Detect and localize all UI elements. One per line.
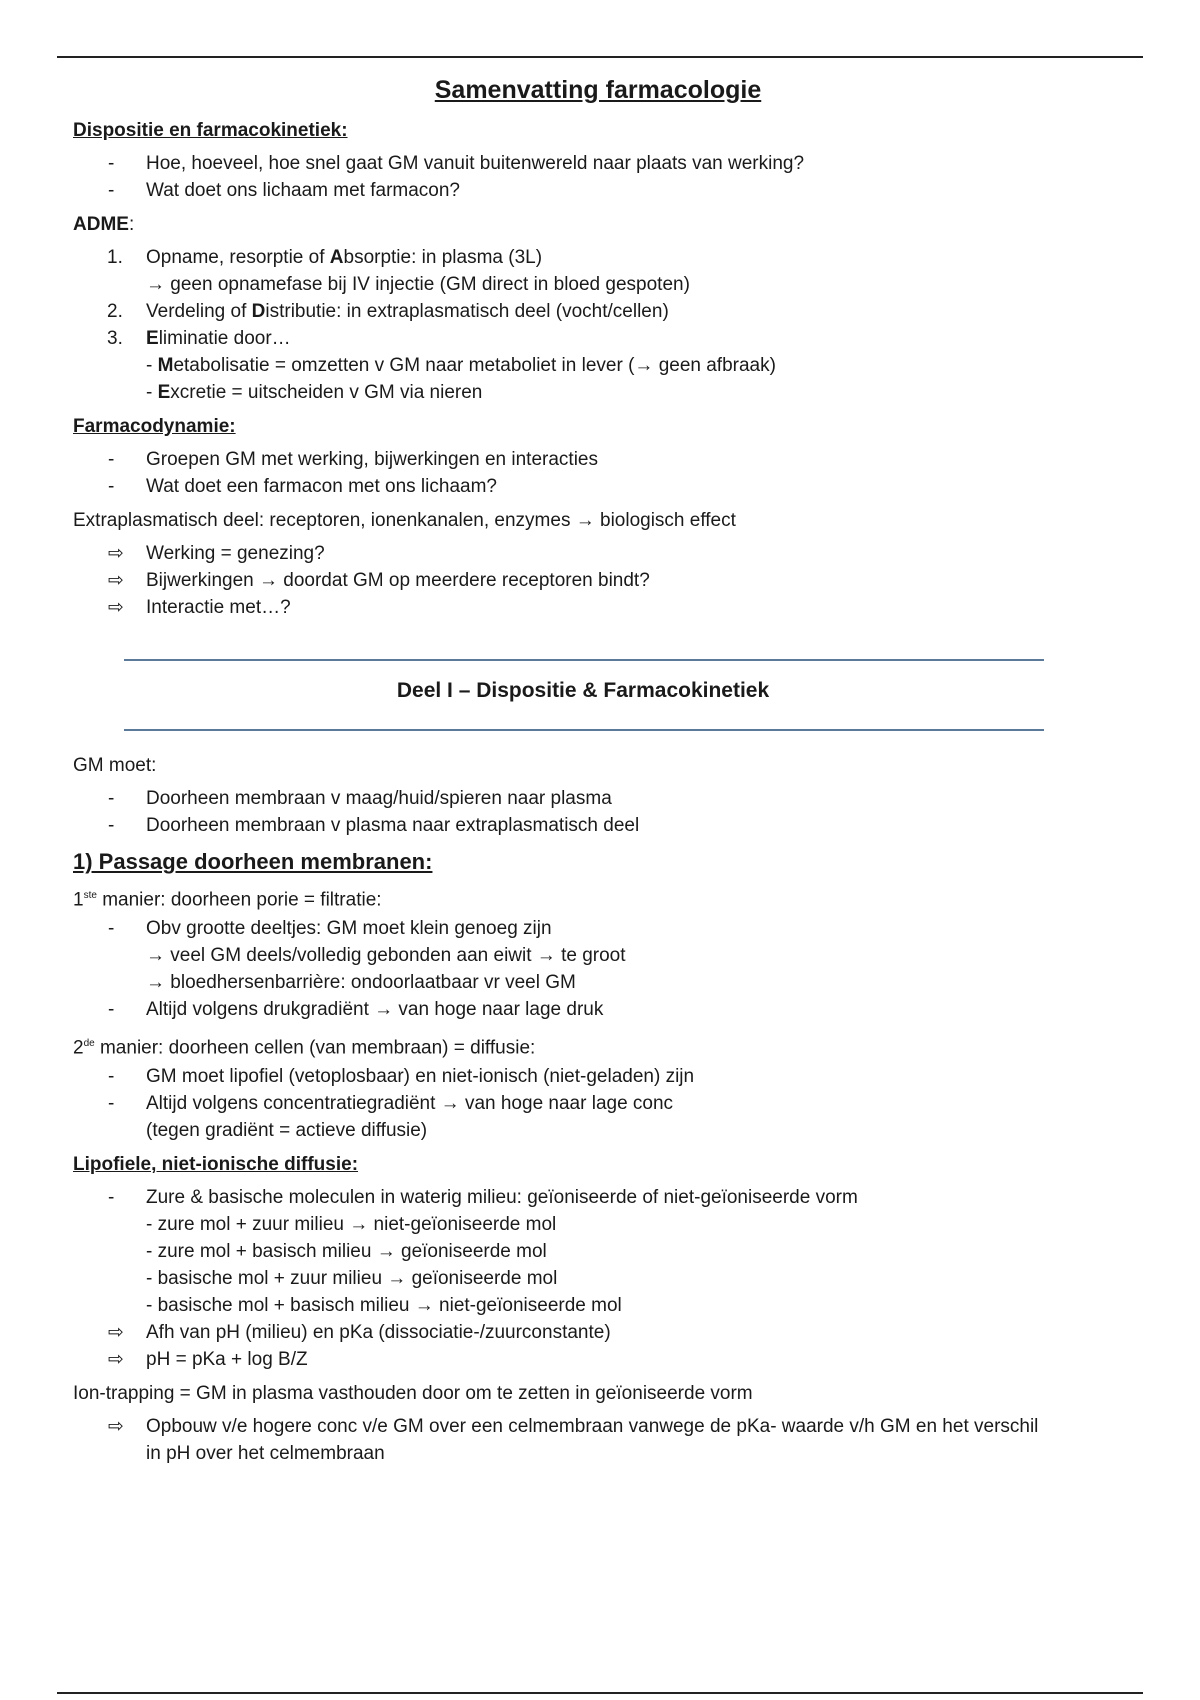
list-item: - Groepen GM met werking, bijwerkingen en interacties bbox=[108, 449, 598, 470]
arrow-icon: ⇨ bbox=[108, 543, 124, 564]
arrow-icon: ⇨ bbox=[108, 1349, 124, 1370]
list-farmacodynamie bbox=[73, 446, 1123, 500]
list-item: - Zure & basische moleculen in waterig milieu: geïoniseerde of niet-geïoniseerde vorm bbox=[108, 1187, 858, 1208]
section-title: Deel I – Dispositie & Farmacokinetiek bbox=[396, 679, 770, 702]
list-item: - Doorheen membraan v maag/huid/spieren naar plasma bbox=[108, 788, 612, 809]
heading-dispositie: Dispositie en farmacokinetiek: bbox=[73, 120, 348, 141]
list-item: - GM moet lipofiel (vetoplosbaar) en niet-ionisch (niet-geladen) zijn bbox=[108, 1066, 695, 1087]
section-header-deel-1 bbox=[73, 633, 1123, 743]
list-item: - Altijd volgens concentratiegradiënt → van hoge naar lage conc bbox=[108, 1093, 674, 1114]
list-item: - Wat doet een farmacon met ons lichaam? bbox=[108, 476, 497, 497]
arrow-icon: ⇨ bbox=[108, 570, 124, 591]
list-item-continuation: in pH over het celmembraan bbox=[146, 1443, 385, 1464]
list-item: - Wat doet ons lichaam met farmacon? bbox=[108, 180, 460, 201]
list-item: ⇨ Interactie met…? bbox=[73, 594, 1123, 621]
list-item-continuation: → bloedhersenbarrière: ondoorlaatbaar vr veel GM bbox=[146, 972, 576, 993]
paragraph-manier-2: 2de manier: doorheen cellen (van membraan) = diffusie: bbox=[73, 1037, 536, 1059]
list-dispositie bbox=[73, 150, 1123, 204]
list-adme bbox=[73, 244, 1123, 406]
list-ion-trapping bbox=[73, 1413, 1123, 1467]
heading-passage: 1) Passage doorheen membranen: bbox=[73, 849, 433, 874]
list-item: - Doorheen membraan v plasma naar extraplasmatisch deel bbox=[108, 815, 640, 836]
list-item-continuation: - basische mol + zuur milieu → geïoniseerde mol bbox=[146, 1268, 558, 1289]
list-item: ⇨ Afh van pH (milieu) en pKa (dissociatie-/zuurconstante) bbox=[73, 1319, 1123, 1346]
bottom-rule bbox=[57, 1692, 1143, 1694]
list-item: 3. Eliminatie door… bbox=[107, 328, 291, 349]
arrow-icon: ⇨ bbox=[108, 597, 124, 618]
list-item-continuation: - zure mol + zuur milieu → niet-geïoniseerde mol bbox=[146, 1214, 557, 1235]
list-item-continuation: (tegen gradiënt = actieve diffusie) bbox=[146, 1120, 428, 1141]
list-item: ⇨ Opbouw v/e hogere conc v/e GM over een celmembraan vanwege de pKa- waarde v/h GM en het verschil bbox=[73, 1413, 1123, 1440]
list-item: ⇨ Bijwerkingen → doordat GM op meerdere receptoren bindt? bbox=[73, 567, 1123, 594]
arrow-icon: ⇨ bbox=[108, 1416, 124, 1437]
paragraph-ion-trapping: Ion-trapping = GM in plasma vasthouden door om te zetten in geïoniseerde vorm bbox=[73, 1383, 753, 1404]
list-lipofiele bbox=[73, 1184, 1123, 1373]
document-body bbox=[73, 74, 1123, 1475]
list-gm-moet bbox=[73, 785, 1123, 839]
list-item-continuation: - basische mol + basisch milieu → niet-geïoniseerde mol bbox=[146, 1295, 622, 1316]
arrow-icon: ⇨ bbox=[108, 1322, 124, 1343]
list-filtratie bbox=[73, 915, 1123, 1023]
list-item-continuation: - Metabolisatie = omzetten v GM naar metaboliet in lever (→ geen afbraak) bbox=[146, 355, 776, 376]
list-item: 1. Opname, resorptie of Absorptie: in plasma (3L) bbox=[107, 247, 543, 268]
list-diffusie bbox=[73, 1063, 1123, 1144]
adme-label: ADME: bbox=[73, 214, 135, 235]
list-item: - Obv grootte deeltjes: GM moet klein genoeg zijn bbox=[108, 918, 552, 939]
section-divider bbox=[124, 659, 1044, 661]
paragraph-manier-1: 1ste manier: doorheen porie = filtratie: bbox=[73, 889, 382, 911]
heading-lipofiele-diffusie: Lipofiele, niet-ionische diffusie: bbox=[73, 1154, 359, 1175]
heading-farmacodynamie: Farmacodynamie: bbox=[73, 416, 236, 437]
list-arrows-farmacodynamie bbox=[73, 540, 1123, 621]
paragraph-gm-moet: GM moet: bbox=[73, 755, 157, 776]
section-divider bbox=[124, 729, 1044, 731]
top-rule bbox=[57, 56, 1143, 58]
list-item-continuation: → veel GM deels/volledig gebonden aan eiwit → te groot bbox=[146, 945, 626, 966]
list-item: 2. Verdeling of Distributie: in extraplasmatisch deel (vocht/cellen) bbox=[107, 301, 669, 322]
list-item-continuation: - zure mol + basisch milieu → geïoniseerde mol bbox=[146, 1241, 547, 1262]
list-item: - Hoe, hoeveel, hoe snel gaat GM vanuit buitenwereld naar plaats van werking? bbox=[108, 153, 805, 174]
paragraph-extraplasmatisch: Extraplasmatisch deel: receptoren, ionenkanalen, enzymes → biologisch effect bbox=[73, 510, 736, 531]
list-item: ⇨ pH = pKa + log B/Z bbox=[73, 1346, 1123, 1373]
list-item: ⇨ Werking = genezing? bbox=[73, 540, 1123, 567]
list-item: - Altijd volgens drukgradiënt → van hoge naar lage druk bbox=[108, 999, 604, 1020]
list-item-continuation: - Excretie = uitscheiden v GM via nieren bbox=[146, 382, 483, 403]
list-item-continuation: → geen opnamefase bij IV injectie (GM direct in bloed gespoten) bbox=[146, 274, 690, 295]
document-title: Samenvatting farmacologie bbox=[434, 76, 762, 104]
